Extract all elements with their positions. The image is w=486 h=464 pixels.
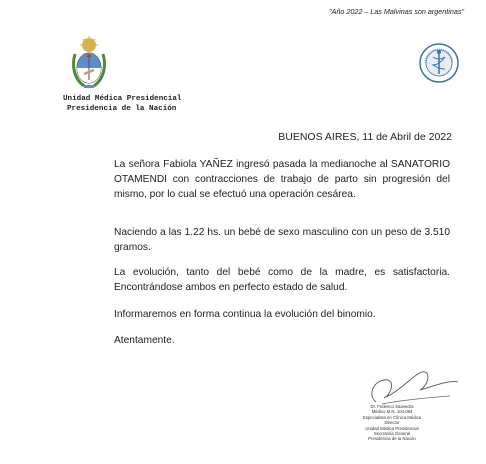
issuer-office: Presidencia de la Nación bbox=[67, 105, 177, 113]
paragraph-followup: Informaremos en forma continua la evolución del binomio. bbox=[114, 309, 376, 320]
paragraph-birth: Naciendo a las 1.22 hs. un bebé de sexo masculino con un peso de 3.510 gramos. bbox=[114, 227, 450, 253]
dateline: BUENOS AIRES, 11 de Abril de 2022 bbox=[278, 131, 452, 143]
signer-secretariat: Secretaría General bbox=[373, 431, 411, 437]
issuer-unit: Unidad Médica Presidencial bbox=[63, 95, 182, 103]
closing: Atentamente. bbox=[114, 335, 175, 346]
signer-specialty: Especialista en Clínica Médica bbox=[362, 414, 422, 420]
argentina-coat-of-arms-icon bbox=[70, 36, 108, 90]
paragraph-admission: La señora Fabiola YAÑEZ ingresó pasada la medianoche al SANATORIO OTAMENDI con contracciones de trabajo de parto sin progresión del mismo, por lo cual se efectuó una operación cesárea. bbox=[114, 159, 450, 200]
signer-presidency: Presidencia de la Nación bbox=[368, 436, 416, 442]
issuer-block bbox=[63, 94, 181, 114]
signature-block bbox=[350, 404, 434, 442]
signer-license: Médico M.N. 104.084 bbox=[371, 409, 413, 415]
signer-name: Dr. Federico Saavedra bbox=[370, 404, 414, 409]
paragraph-evolution: La evolución, tanto del bebé como de la madre, es satisfactoria. Encontrándose ambos en perfecto estado de salud. bbox=[114, 267, 450, 293]
unidad-medica-seal-icon bbox=[419, 43, 459, 83]
signer-unit: Unidad Médica Presidencial bbox=[365, 425, 419, 431]
tagline: "Año 2022 – Las Malvinas son argentinas" bbox=[329, 7, 464, 16]
signer-role: Director bbox=[384, 420, 400, 426]
